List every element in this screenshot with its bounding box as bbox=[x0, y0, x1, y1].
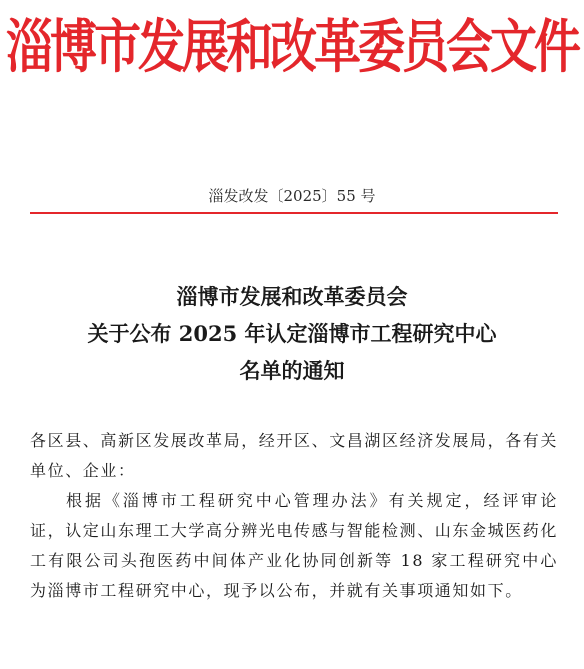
red-divider-line bbox=[30, 212, 558, 214]
document-masthead: 淄博市发展和改革委员会文件 bbox=[6, 13, 578, 81]
document-body bbox=[30, 426, 558, 606]
addressee-paragraph: 各区县、高新区发展改革局，经开区、文昌湖区经济发展局，各有关单位、企业： bbox=[30, 431, 559, 480]
title-line-3: 名单的通知 bbox=[239, 358, 345, 383]
document-number: 淄发改发〔2025〕55 号 bbox=[208, 187, 376, 205]
body-paragraph-1: 根据《淄博市工程研究中心管理办法》有关规定，经评审论证，认定山东理工大学高分辨光电传感与智能检测、山东金城医药化工有限公司头孢医药中间体产业化协同创新等 18 家工程研究中心为淄博市工程研究中心，现予以公布，并就有关事项通知如下。 bbox=[30, 491, 559, 600]
title-line-2: 关于公布 2025 年认定淄博市工程研究中心 bbox=[87, 321, 497, 346]
title-line-1: 淄博市发展和改革委员会 bbox=[176, 284, 408, 309]
document-title bbox=[0, 278, 584, 389]
